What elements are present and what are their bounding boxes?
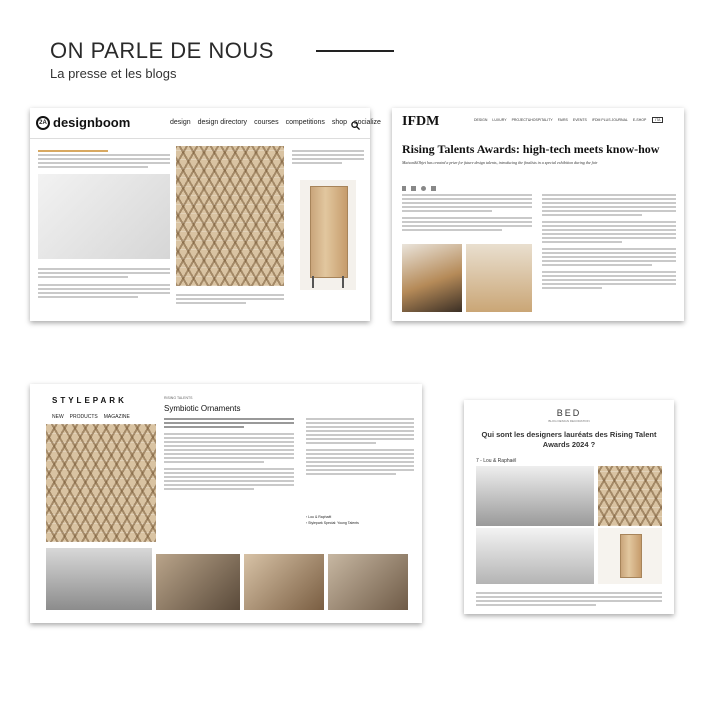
nav-design[interactable]: design — [170, 119, 191, 126]
share-icon[interactable] — [431, 186, 436, 191]
bd-clipping[interactable] — [464, 400, 674, 614]
designboom-photo-cabinet — [300, 180, 356, 290]
stylepark-clipping[interactable] — [30, 384, 422, 623]
nav-socialize[interactable]: socialize — [354, 119, 381, 126]
designboom-body-text — [38, 266, 170, 300]
nav-journal[interactable]: IFDM PLUS JOURNAL — [591, 118, 628, 122]
nav-new[interactable]: NEW — [52, 414, 64, 420]
nav-shop[interactable]: shop — [331, 119, 348, 126]
pinterest-icon[interactable] — [421, 186, 426, 191]
ifdm-article-title: Rising Talents Awards: high-tech meets know-how — [402, 142, 660, 156]
bd-logo: BED — [556, 408, 582, 418]
designboom-caption — [176, 292, 284, 306]
stylepark-body-right — [306, 416, 414, 477]
designboom-photo-vases — [38, 174, 170, 259]
bd-article-title: Qui sont les designers lauréats des Rising Talent Awards 2024 ? — [481, 430, 657, 449]
nav-project[interactable]: PROJECT&HOSPITALITY — [511, 118, 553, 122]
stylepark-lead — [164, 416, 294, 492]
ifdm-nav — [474, 118, 663, 122]
stylepark-nav — [52, 414, 130, 420]
ifdm-photo-2 — [466, 244, 532, 312]
stylepark-article-title: Symbiotic Ornaments — [164, 404, 241, 413]
nav-luxury[interactable]: LUXURY — [492, 118, 507, 122]
link-young-talents[interactable]: › Stylepark Special: Young Talents — [306, 521, 359, 525]
facebook-icon[interactable] — [402, 186, 406, 191]
page-title: ON PARLE DE NOUS — [50, 38, 274, 63]
designboom-photo-lattice — [176, 146, 284, 286]
designboom-logo-badge: 2A — [36, 116, 50, 130]
stylepark-photo-designers — [46, 548, 152, 610]
nav-fairs[interactable]: FAIRS — [557, 118, 568, 122]
link-lou-raphael[interactable]: › Lou & Raphaël — [306, 515, 332, 519]
nav-design[interactable]: DESIGN — [474, 118, 488, 122]
designboom-intro-text — [38, 148, 170, 170]
ifdm-share-icons — [402, 178, 462, 184]
page-subtitle: La presse et les blogs — [50, 66, 177, 81]
bd-tagline: BLOG DESIGN DECORATION — [548, 419, 590, 423]
nav-courses[interactable]: courses — [254, 119, 279, 126]
ifdm-logo: IFDM — [402, 114, 440, 129]
designboom-right-text — [292, 148, 364, 166]
bd-photo-portrait — [476, 528, 594, 584]
ifdm-clipping[interactable] — [392, 108, 684, 321]
nav-products[interactable]: PRODUCTS — [69, 414, 98, 420]
stylepark-links — [306, 514, 359, 526]
designboom-navbar — [30, 108, 381, 139]
bd-photo-lattice — [598, 466, 662, 526]
stylepark-photo-workshop-3 — [328, 554, 408, 610]
search-icon[interactable] — [351, 117, 360, 126]
bd-photo-designers — [476, 466, 594, 526]
stylepark-kicker: RISING TALENTS — [164, 396, 193, 400]
title-divider — [316, 50, 394, 52]
ifdm-photo-1 — [402, 244, 462, 312]
designboom-logo: designboom — [53, 115, 131, 130]
stylepark-photo-lattice — [46, 424, 156, 542]
ifdm-body-left — [402, 192, 532, 233]
nav-eshop[interactable]: E-SHOP — [632, 118, 647, 122]
bd-body-text — [476, 590, 662, 608]
ifdm-standfirst: Maison&Objet has created a prize for future design talents, introducing the finalists in a special exhibition during the fair — [402, 160, 598, 165]
nav-design-directory[interactable]: design directory — [197, 119, 248, 126]
nav-magazine[interactable]: MAGAZINE — [103, 414, 130, 420]
designboom-clipping[interactable] — [30, 108, 381, 321]
stylepark-photo-workshop-1 — [156, 554, 240, 610]
nav-events[interactable]: EVENTS — [572, 118, 587, 122]
lang-switch[interactable]: ITA — [652, 117, 663, 123]
bd-photo-cabinet — [598, 528, 662, 584]
twitter-icon[interactable] — [411, 186, 416, 191]
ifdm-body-right — [542, 192, 676, 291]
stylepark-logo: STYLEPARK — [52, 396, 127, 405]
stylepark-photo-workshop-2 — [244, 554, 324, 610]
bd-section-title: 7 - Lou & Raphaël — [476, 458, 517, 464]
nav-competitions[interactable]: competitions — [285, 119, 325, 126]
